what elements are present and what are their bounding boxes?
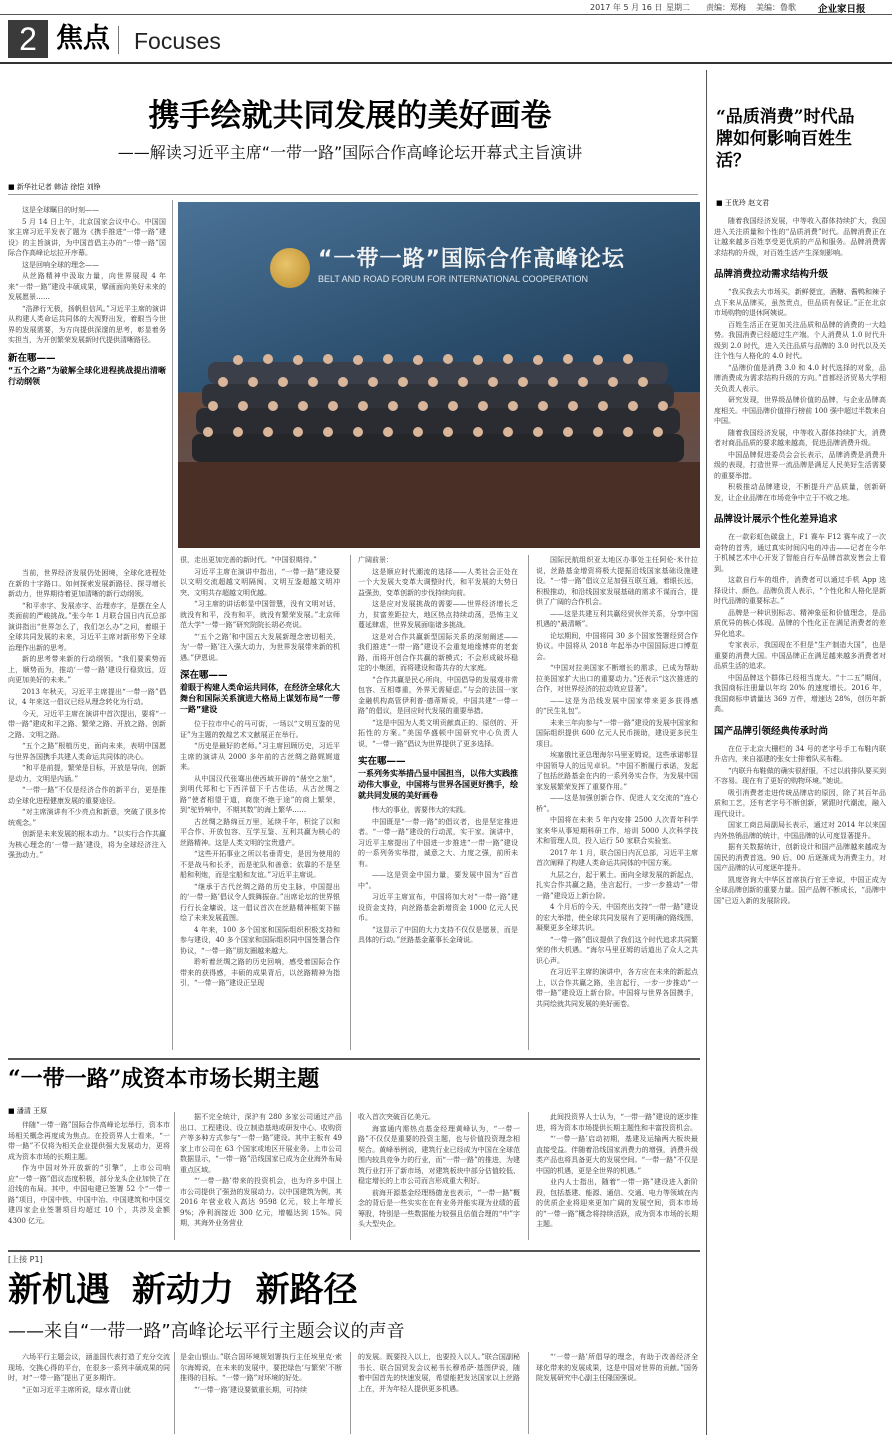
lead-col2-p: 很，走出更加完善的新时代。“中国很期待。” <box>180 556 317 564</box>
lead-subtitle: ——解读习近平主席“一带一路”国际合作高峰论坛开幕式主旨演讲 <box>117 143 583 162</box>
middle-col2-p: 据不完全统计，深沪有 280 多家公司通过产品出口、工程建设、设立制造基地或研发中心、收购资产等多种方式参与“一带一路”建设。其中主板有 49 家上市公司在 63 个国家或地区开展业务。上市公司数据显示，“一带一路”沿线国家已成为企业海外布局重点区域。 <box>180 1113 342 1174</box>
sidebar-p: 据有关数据统计，创新设计和国产品牌越来越成为国民的消费首选。90 后、00 后逐渐成为消费主力，对国产品牌的认可度逐年提升。 <box>714 843 886 872</box>
masthead-editor: 责编：郑梅 <box>706 3 746 12</box>
masthead-designer: 美编：鲁歌 <box>756 3 796 12</box>
sidebar-p: “我买我去大市场买，新鲜便宜，酒糖、酱鸭和辣子点下来从品牌买，虽然贵点，但品质有保证。”正在北京市场购物的退休阿姨说。 <box>714 288 886 317</box>
bottom-col1-p: “正如习近平主席所说，绿水青山就 <box>22 1385 131 1394</box>
lead-col4-p: ——这是加强创新合作、促进人文交流的“连心桥”。 <box>536 794 698 813</box>
sidebar-p: 在位于北京大栅栏的 34 号的老字号手工布鞋内联升店内，来自福建的张女士排着队买布鞋。 <box>714 744 886 763</box>
lead-col3-p: 这是应对发展挑战的需要——世界经济增长乏力，贫富差距拉大，地区热点持续动荡，恐怖主义蔓延肆虐，世界发展面临诸多挑战。 <box>358 600 518 629</box>
lead-col1-head: 新在哪—— <box>8 352 56 364</box>
lead-col1-p: 从丝路精神中汲取力量，向世界展现 4 年来“一带一路”建设丰硕成果，擘画面向美好未来的发展愿景…… <box>8 272 166 301</box>
lead-col2b-p: “这些开拓事业之所以名垂青史，是因为使用的不是战马和长矛，而是驼队和善意；依靠的不是坚船和利炮，而是宝船和友谊。”习近平主席说。 <box>180 850 340 879</box>
section-name-en: Focuses <box>134 28 221 54</box>
middle-title: “一带一路”成资本市场长期主题 <box>8 1066 320 1092</box>
lead-col4-p: 在习近平主席的演讲中，各方应在未来的新起点上，以合作共赢之路，坐言起行，一步一步推动“一带一路”建设迈上新台阶。中国将与世界各国携手，共同绘就共同发展的美好画卷。 <box>536 968 698 1008</box>
middle-byline: ■ 潘清 王原 <box>8 1107 48 1115</box>
lead-col2-subhead: 着眼于构建人类命运共同体，在经济全球化大舞台和国际关系演进大格局上谋划布局“一带一路”建设 <box>180 683 340 714</box>
page-number: 2 <box>8 20 48 58</box>
middle-col2 <box>180 1112 342 1240</box>
lead-col4-p: 4 个月后的今天，中国亮出支持“一带一路”建设的宏大举措，使全球共同发展有了更明确的路线图，凝聚更多全球共识。 <box>536 903 698 932</box>
lead-col2-p: “习主席的讲话彰显中国智慧，没有文明对话，就没有和平，没有和平，就没有繁荣发展。”北京师范大学“一带一路”研究院院长胡必亮说。 <box>180 600 340 629</box>
masthead-weekday: 星期二 <box>666 3 690 12</box>
lead-col3b-p: 中国既是“一带一路”的倡议者，也是坚定推进者。“一带一路”建设的行动派，实干家。演讲中，习近平主席提出了中国进一步推进“一带一路”建设的一系列务实举措，诚意之大、力度之强，前所未有。 <box>358 817 518 868</box>
sidebar-p: “品牌价值是消费 3.0 和 4.0 时代选择的对象，品牌消费成为需求结构升级的方向。”首都经济贸易大学相关负责人表示。 <box>714 363 886 393</box>
bottom-col1-p: 六场平行主题会议，涵盖国代表打造了充分交流现场、交换心得的平台，在很多一系列丰硕成果的同时，对“一带一路”提出了更多期许。 <box>8 1353 170 1382</box>
lead-col1-subhead: “五个之路”为破解全球化进程挑战提出清晰行动纲领 <box>8 365 166 386</box>
masthead-date: 2017 年 5 月 16 日 <box>590 3 663 12</box>
lead-col4-p: ——这是共建互利共赢经贸伙伴关系，分享中国机遇的“最清晰”。 <box>536 609 698 628</box>
lead-col2-p: 习近平主席在演讲中指出，“一带一路”建设要以文明交流超越文明隔阂、文明互鉴超越文明冲突、文明共存超越文明优越。 <box>180 567 340 597</box>
middle-col2-p: “‘一带一路’带来的投资机会，也为许多中国上市公司提供了强劲的发展动力。以中国建筑为例，其 2016 年营业收入高达 9598 亿元，较上年增长 9%；净利润接近 300 亿元，增幅达到 15%。同期，其海外业务营业 <box>180 1177 342 1227</box>
lead-col2b-p: 4 年来，100 多个国家和国际组织积极支持和参与建设，40 多个国家和国际组织同中国签署合作协议，“一带一路”朋友圈越来越大。 <box>180 925 340 955</box>
sidebar-p: 中国品牌促进委员会会长表示，品牌消费是消费升级的表现，打造世界一流品牌是满足人民美好生活需要的重要举措。 <box>714 450 886 480</box>
lead-col3-p: “这是中国为人类文明贡献真正的、原创的、开拓性的方案。”美国华盛顿中国研究中心负责人说，“一带一路”倡议为世界提供了更多选择。 <box>358 718 518 748</box>
lead-col1b-p: 2013 年秋天，习近平主席提出“一带一路”倡议，4 年来这一倡议已经从理念转化为行动。 <box>8 687 166 706</box>
middle-col4-p: 此间投资界人士认为，“一带一路”建设的逐步推进，将为资本市场提供长期主题性和丰富投资机会。 <box>536 1113 698 1132</box>
section-name-cn: 焦点 <box>56 23 110 54</box>
sidebar-p: 品牌是一种识别标志、精神象征和价值理念，是品质优异的核心体现。品牌的个性化正在满足消费者的差异化追求。 <box>714 608 886 638</box>
lead-col1b-p: 创新是未来发展的根本动力。“以实行合作共赢为核心理念的‘一带一路’建设，将为全球经济注入强劲动力。” <box>8 830 166 859</box>
lead-col1b <box>8 568 166 1050</box>
lead-col2b-p: 位于拉市中心的马可街，一场以“文明互鉴的见证”为主题的敦煌艺术文献展正在举行。 <box>180 720 340 739</box>
sidebar-p: 吸引消费者走进传统品牌店的原因，除了其百年品质和工艺，还有老字号不断创新，紧跟时代潮流，融入现代设计。 <box>714 788 886 818</box>
lead-col2 <box>180 555 340 1050</box>
lead-col1b-p: “五个之路”根植历史，面向未来，表明中国愿与世界各国携手共建人类命运共同体的决心。 <box>8 742 166 761</box>
lead-col4 <box>536 555 698 1050</box>
lead-col1b-p: “对主席演讲有不少亮点和新意，突破了很多传统观念。” <box>8 808 166 827</box>
lead-col3b-p: 伟大的事业，需要伟大的实践。 <box>372 806 470 814</box>
middle-col3-p: 前海开源基金经理杨德龙也表示，“一带一路”概念的背后是一些实实在在有业务并能实现为业绩的蓝筹股，特别是一些数据能力较强且估值合理的“中”字头大型央企。 <box>358 1188 520 1228</box>
middle-col1 <box>8 1120 170 1240</box>
lead-byline: ■ 新华社记者 韩洁 徐恺 刘铮 <box>8 183 101 191</box>
masthead <box>0 0 892 14</box>
jump-tag: [上接 P1] <box>8 1255 43 1264</box>
photo-banner-en: BELT AND ROAD FORUM FOR INTERNATIONAL COOPERATION <box>318 274 589 284</box>
lead-col4-p: 国际民航组织亚太地区办事处主任阿伦·米什拉说，丝路基金增资将极大提振沿线国家基础设施建设。“一带一路”倡议立足加强互联互通，着眼长远，积极推动，和沿线国家发展基础的需求不谋而合，提供了广阔的合作机会。 <box>536 556 698 606</box>
lead-col1 <box>8 205 166 560</box>
bottom-subtitle: ——来自“一带一路”高峰论坛平行主题会议的声音 <box>8 1321 405 1342</box>
lead-col3-p: 这是顺应时代潮流的选择——人类社会正处在一个大发展大变革大调整时代，和平发展的大势日益强劲，变革创新的步伐持续向前。 <box>358 567 518 597</box>
lead-col1b-p: “和平是前提，繁荣是目标，开放是导向，创新是动力，文明是内涵。” <box>8 764 166 783</box>
delegates-group-photo <box>178 302 700 548</box>
sidebar-p: 百姓生活正在更加关注品质和品牌的消费的一大趋势。我国消费已经超过生产端。个人消费从 1.0 时代升级到 2.0 时代，进入关注品质与品牌的 3.0 时代以及关注个性与人格化的 4.0 时代。 <box>714 320 886 360</box>
bottom-col3 <box>358 1352 520 1434</box>
lead-col3-subhead: 一系列务实举措凸显中国担当，以伟大实践推动伟大事业，中国将与世界各国更好携手，绘就共同发展的美好画卷 <box>358 769 518 800</box>
lead-col3-p: “合作共赢是民心所向，中国倡导的发展观非常包容、互相尊重，外界无需疑虑。”与会的法国一家金融机构高管伊利普·德蒂斯说，中国共建“一带一路”的倡议，是回应时代发展的重要举措。 <box>358 675 518 715</box>
sidebar-body <box>714 216 886 1431</box>
lead-col4-p: 2017 年 1 月，联合国日内瓦总部，习近平主席首次阐释了构建人类命运共同体的中国方案。 <box>536 848 698 867</box>
sidebar-p: 中国品牌这个群体已经相当庞大。“十二五”期间，我国商标注册量以年均 20% 的速度增长。2016 年，我国商标申请量达 369 万件，增速达 28%，创历年新高。 <box>714 673 886 713</box>
lead-col1b-p: “和平赤字、发展赤字、治理赤字，是摆在全人类面前的严峻挑战。”张今年 1 月联合国日内瓦总部演讲指出“世界怎么了，我们怎么办”之问，着眼于全球共同发展的未来，习近平主席对新形势下全球治理作出新的思考。 <box>8 601 166 652</box>
lead-col1-p: 这是全球瞩目的时刻—— <box>22 206 99 214</box>
lead-col1b-p: 新的思考带来新的行动纲领。“我们要乘势而上，顺势而为，推动‘一带一路’建设行稳致远，迈向更加美好的未来。” <box>8 655 166 684</box>
lead-col4-p: 中国将在未来 5 年内安排 2500 人次青年科学家来华从事短期科研工作，培训 5000 人次科学技术和管理人员，投入运行 50 家联合实验室。 <box>536 816 698 845</box>
bottom-col2 <box>180 1352 342 1434</box>
bottom-col3-p: 的发展。既要投入以上，也要投入以人。”联合国副秘书长、联合国贸发会议秘书长穆希萨·基图伊说，随着中国首先的快速发展，希望能把发达国家以上丝路上在，并为年轻人提供更多机遇。 <box>358 1353 520 1393</box>
lead-col2b-p: 聆听着丝绸之路的历史回响，感受着国际合作带来的获得感，丰硕的成果背后，以丝路精神为指引，“一带一路”建设正呈现 <box>180 958 340 987</box>
sidebar-byline: ■ 王优玲 赵文君 <box>716 199 770 207</box>
lead-col3b-p: ——这是资金中国力量，要发展中国为“百首中”。 <box>358 871 518 890</box>
lead-col1b-p: 当前，世界经济发展仍处困境，全球化进程处在新的十字路口。如何探索发展新路径、探寻增长新动力，世界期待着更加清晰的新行动纲领。 <box>8 569 166 598</box>
middle-col3 <box>358 1112 520 1240</box>
lead-photo <box>178 202 700 548</box>
sidebar-p: “内联升布鞋做的确实很舒服，不过以前排队要买到不容易。现在有了更好的购物环境。”她说。 <box>714 766 886 785</box>
lead-col2b-p: 古丝绸之路绵亘万里，延续千年，积淀了以和平合作、开放包容、互学互鉴、互利共赢为核心的丝路精神。这是人类文明的宝贵遗产。 <box>180 817 340 847</box>
bottom-col2-p: “‘一带一路’建设要做重长期，可持续 <box>194 1385 308 1394</box>
middle-col4-p: “‘一带一路’启动初期，基建及运输两大板块最直接受益。伴随着沿线国家消费力的增强，消费升级类产品也将具备更大的发展空间。“一带一路”不仅是中国的机遇，更是全世界的机遇。” <box>536 1135 698 1175</box>
bottom-col1 <box>8 1352 170 1434</box>
lead-col2b-p: 从中国汉代张骞出使西域开辟的“凿空之旅”，到明代郑和七下西洋留下千古佳话，从古丝绸之路“使者相望于道，商旅不绝于途”的商上繁荣，到“驼铃响中，不期其数”的海上繁华…… <box>180 774 340 814</box>
bottom-col2-p: 是金山银山。”联合国环境规划署执行主任埃里克·索尔海姆说，在未来的发展中，要把绿色‘与繁荣’不断推得的目标。“一带一路”对环境的好处。 <box>180 1353 342 1382</box>
lead-col2b-p: “继承于古代丝绸之路的历史主脉，中国提出的‘一带一路’倡议令人鼓舞振奋。”出席论坛的世界银行行长金墉说，这一倡议首次在丝路精神框架下描绘了未来发展蓝图。 <box>180 882 340 922</box>
lead-col1-p: 5 月 14 日上午，北京国家会议中心。中国国家主席习近平发表了题为《携手推进“一带一路”建设》的主旨演讲，为中国首倡主办的“一带一路”国际合作高峰论坛拉开序幕。 <box>8 217 166 257</box>
lead-col4-p: ——这是为沿线发展中国家带来更多获得感的“民生礼包”。 <box>536 696 698 715</box>
sidebar-p: 专家表示，我国现在不但是“生产制造大国”，也是重要的消费大国。中国品牌正在满足越来越多消费者对品质生活的追求。 <box>714 641 886 670</box>
masthead-paper-name: 企业家日报 <box>818 4 866 15</box>
middle-col1-p: 作为中国对外开放新的“引擎”，上市公司响应“一带一路”倡议态度积极，部分龙头企业加快了在沿线的布局。其中，中国电建已签署 52 个“一带一路”项目，中国中铁、中国中冶、中国建筑和中国交建四家企业签署项目均超过 10 个，共涉及金额 4300 亿元。 <box>8 1164 170 1225</box>
sidebar-p: 随着我国经济发展，中等收入群体持续扩大，我国进入关注质量和个性的“品质消费”时代。品牌消费正在让越来越多百姓享受更优质的产品和服务。品牌消费需求结构的升级，对百姓生活产生深刻影响。 <box>714 217 886 257</box>
lead-col2-head: 深在哪—— <box>180 670 228 681</box>
sidebar-head3: 国产品牌引领经典传承时尚 <box>714 725 829 737</box>
bottom-col4-p: “‘一带一路’所倡导的理念，有助于改善经济全球化带来的发展成果，这是中国对世界的贡献。”国务院发展研究中心副主任隆国强说。 <box>536 1353 698 1382</box>
lead-col4-p: 论坛期间，中国将同 30 多个国家签署经贸合作协议。中国将从 2018 年起举办中国国际进口博览会。 <box>536 631 698 661</box>
sidebar-p: 随着我国经济发展，中等收入群体持续扩大，消费者对商品品质的要求越来越高，促进品牌消费升级。 <box>714 428 886 447</box>
sidebar-title: “品质消费”时代品牌如何影响百姓生活？ <box>716 107 855 171</box>
lead-col4-p: 埃塞俄比亚总理海尔马里亚姆说，这些承诺彰显中国领导人的远见卓识。“中国不断履行承诺，发起了包括丝路基金在内的一系列务实合作，为发展中国家发展繁荣发挥了重要作用。” <box>536 751 698 791</box>
lead-col4-p: 未来三年向参与“一带一路”建设的发展中国家和国际组织提供 600 亿元人民币援助，建设更多民生项目。 <box>536 718 698 748</box>
middle-col1-p: 伴随“一带一路”国际合作高峰论坛举行，资本市场相关概念再度成为焦点。在投资界人士看来，“一带一路”不仅将为相关企业提供强大发展动力，更将成为资本市场的长期主题。 <box>8 1121 170 1161</box>
lead-col3-p: 这是对合作共赢新型国际关系的深刻阐述——我们推进“一带一路”建设不会重复地缘博弈的老套路，而将开创合作共赢的新模式；不会形成破坏稳定的小集团，而将建设和谐共存的大家庭。 <box>358 632 518 672</box>
lead-col2-p: “‘五个之路’和中国五大发展新理念密切相关，为‘一带一路’注入强大动力，为世界发展带来新的机遇。”伊恩说。 <box>180 632 340 662</box>
bottom-title: 新机遇 新动力 新路径 <box>8 1270 358 1310</box>
sidebar-p: 研究发现，世界级品牌价值的品牌，与企业品牌高度相关。中国品牌价值排行榜前 100 强中超过半数来自中国。 <box>714 396 886 425</box>
middle-col4-p: 业内人士指出，随着“一带一路”建设进入新阶段，包括基建、能源、通信、交通、电力等领域在内的优质企业将迎来更加广阔的发展空间，资本市场的“一带一路”概念将持续活跃，成为资本市场的长期主题。 <box>536 1178 698 1228</box>
lead-col1-p: 这是回响全球的理念—— <box>22 260 99 269</box>
middle-col4 <box>536 1112 698 1240</box>
sidebar-p: 凯度咨询大中华区首席执行官王幸说，中国正成为全球品牌创新的重要力量。国产品牌不断成长，“品牌中国”已迈入新的发展阶段。 <box>714 875 886 905</box>
lead-col2b-p: “历史是最好的老师。”习主席回顾历史，习近平主席的演讲从 2000 多年前的古丝绸之路娓娓道来。 <box>180 742 340 771</box>
brf-logo-icon <box>270 248 310 288</box>
lead-col3-head: 实在哪—— <box>358 756 406 767</box>
sidebar-p: 积极推动品牌建设，不断提升产品质量，创新研发，让企业品牌在市场竞争中立于不败之地。 <box>714 483 886 502</box>
photo-banner-cn: “一带一路”国际合作高峰论坛 <box>318 247 625 272</box>
lead-col1b-p: 今天，习近平主席在演讲中首次提出，要将“一带一路”建成和平之路、繁荣之路、开放之路、创新之路、文明之路。 <box>8 709 166 739</box>
lead-col4-p: 九层之台，起于累土。面向全球发展的新起点，扎实合作共赢之路，坐言起行，一步一步推动“一带一路”建设迈上新台阶。 <box>536 870 698 900</box>
bottom-col4 <box>536 1352 698 1434</box>
lead-col4-p: “中国对拉美国家不断增长的需求，已成为帮助拉美国家扩大出口的重要动力。”还表示“这次推进的合作，对世界经济的拉动效应显著”。 <box>536 664 698 693</box>
middle-col3-p: 收入首次突破百亿美元。 <box>358 1113 435 1121</box>
lead-col3 <box>358 555 518 1050</box>
sidebar-p: 这款自行车的组件，消费者可以通过手机 App 选择设计、颜色。品牌负责人表示，“个性化和人格化是新时代品牌的重要标志。” <box>714 576 886 605</box>
lead-col4-p: “一带一路”倡议提供了我们这个时代追求共同繁荣的伟大机遇。“海尔马里亚姆的话道出了众人之共识心声。 <box>536 935 698 965</box>
lead-title: 携手绘就共同发展的美好画卷 <box>148 98 552 134</box>
sidebar-head1: 品牌消费拉动需求结构升级 <box>714 269 829 280</box>
lead-col1b-p: “一带一路”不仅是经济合作的新平台，更是推动全球化进程健康发展的重要途径。 <box>8 786 166 805</box>
section-bar <box>0 18 892 60</box>
middle-col3-p: 海富通内需热点基金经理黄峰认为，“一带一路”不仅仅是重要的投资主题，也与价值投资理念相契合。黄峰举例说，建筑行业已经成为中国在全球范围内较具竞争力的行业，而“一带一路”的推进，为建筑行业打开了新市场，对建筑板块中部分估值较低、稳定增长的上市公司而言形成重大利好。 <box>358 1124 520 1185</box>
lead-col3-p: 广阔前景： <box>358 556 393 564</box>
sidebar-p: 在一款彩虹色碳盘上，F1 赛车 F12 赛车成了一次奇特的首秀，通过真实时间闪电的冲击——记者在今年于机械艺术中心开发了智能自行车品牌首款发售会上看到。 <box>714 533 886 573</box>
lead-col1-p: “浩渺行无极，扬帆但信风。”习近平主席的演讲从构建人类命运共同体的大视野出发，着眼当今世界的发展需要，为方向提供深邃的思考，彰显着务实担当，为开创繁荣发展新时代提供清晰路径。 <box>8 304 166 344</box>
sidebar-p: 国家工商总局副局长表示，通过对 2014 年以来国内外热销品牌的统计，中国品牌的认可度显著提升。 <box>714 821 886 840</box>
sidebar-head2: 品牌设计展示个性化差异追求 <box>714 514 838 525</box>
lead-col3b-p: 习近平主席宣布，中国将加大对“一带一路”建设资金支持，向丝路基金新增资金 1000 亿元人民币。 <box>358 893 518 922</box>
lead-col3b-p: “这显示了中国的大力支持不仅仅是愿景，而是具体的行动。”丝路基金董事长金琦说。 <box>358 925 518 944</box>
